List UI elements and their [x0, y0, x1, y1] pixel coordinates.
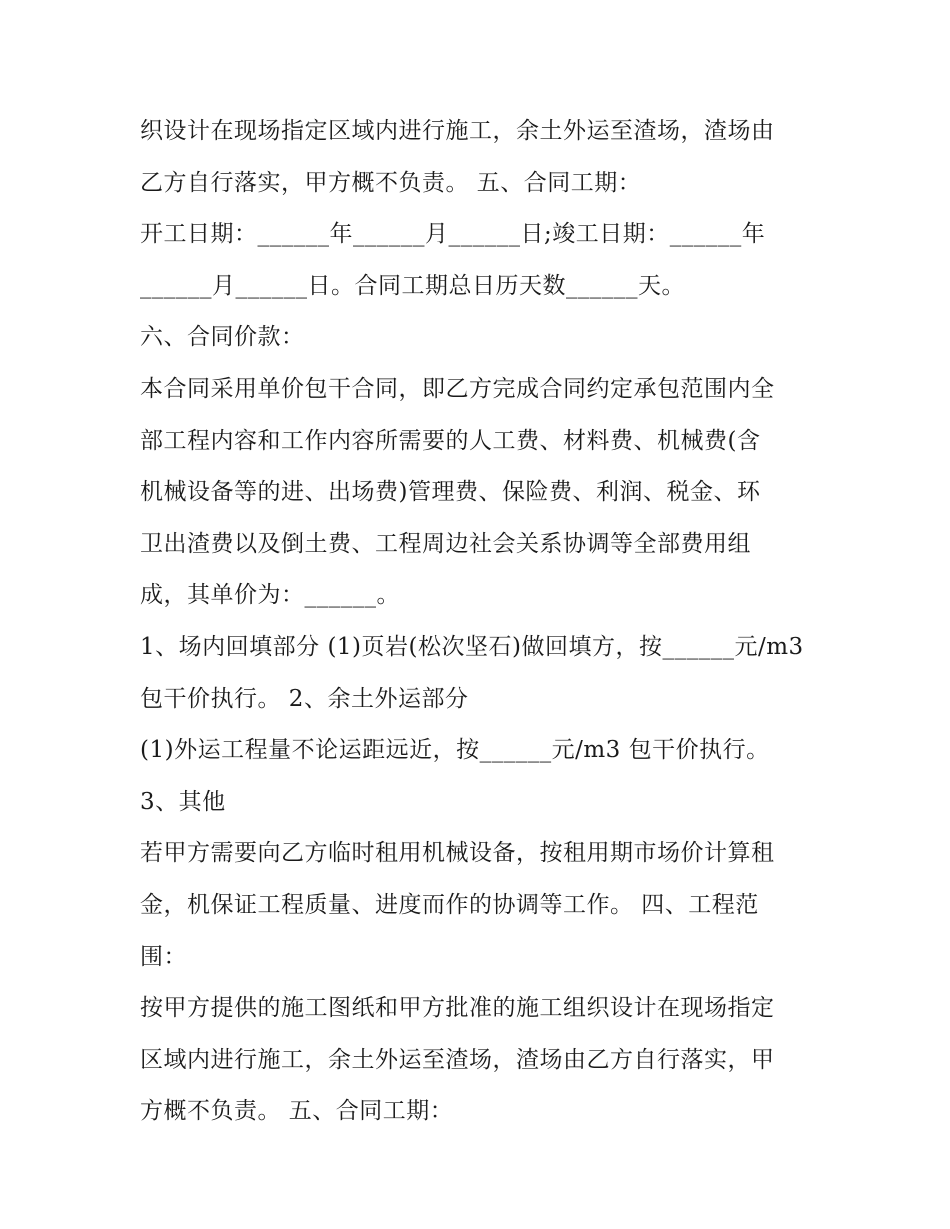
text-line-17: 围： [140, 943, 187, 970]
section-heading-other: 3、其他 [140, 788, 226, 815]
text-line-11: 1、场内回填部分 (1)页岩(松次坚石)做回填方，按______元/m3 [140, 633, 804, 660]
text-line-4: ______月______日。合同工期总日历天数______天。 [140, 272, 685, 299]
text-line-12: 包干价执行。 2、余土外运部分 [140, 685, 469, 712]
text-line-9: 卫出渣费以及倒土费、工程周边社会关系协调等全部费用组 [140, 530, 751, 557]
text-line-18: 按甲方提供的施工图纸和甲方批准的施工组织设计在现场指定 [140, 995, 775, 1022]
text-line-7: 部工程内容和工作内容所需要的人工费、材料费、机械费(含 [140, 427, 761, 454]
text-line-1: 织设计在现场指定区域内进行施工，余土外运至渣场，渣场由 [140, 118, 775, 144]
text-line-20: 方概不负责。 五、合同工期： [140, 1098, 454, 1125]
text-line-3: 开工日期：______年______月______日;竣工日期：______年 [140, 221, 766, 248]
contract-text-body [140, 106, 820, 1138]
text-line-8: 机械设备等的进、出场费)管理费、保险费、利润、税金、环 [140, 479, 761, 506]
section-heading-contract-price: 六、合同价款： [140, 324, 305, 351]
text-line-15: 若甲方需要向乙方临时租用机械设备，按租用期市场价计算租 [140, 840, 775, 867]
text-line-19: 区域内进行施工，余土外运至渣场，渣场由乙方自行落实，甲 [140, 1046, 775, 1073]
text-line-16: 金，机保证工程质量、进度而作的协调等工作。 四、工程范 [140, 891, 759, 918]
text-line-6: 本合同采用单价包干合同，即乙方完成合同约定承包范围内全 [140, 375, 775, 402]
text-line-10: 成，其单价为：______。 [140, 582, 400, 609]
text-line-13: (1)外运工程量不论运距远近，按______元/m3 包干价执行。 [140, 737, 770, 764]
text-line-2: 乙方自行落实，甲方概不负责。 五、合同工期： [140, 169, 642, 196]
